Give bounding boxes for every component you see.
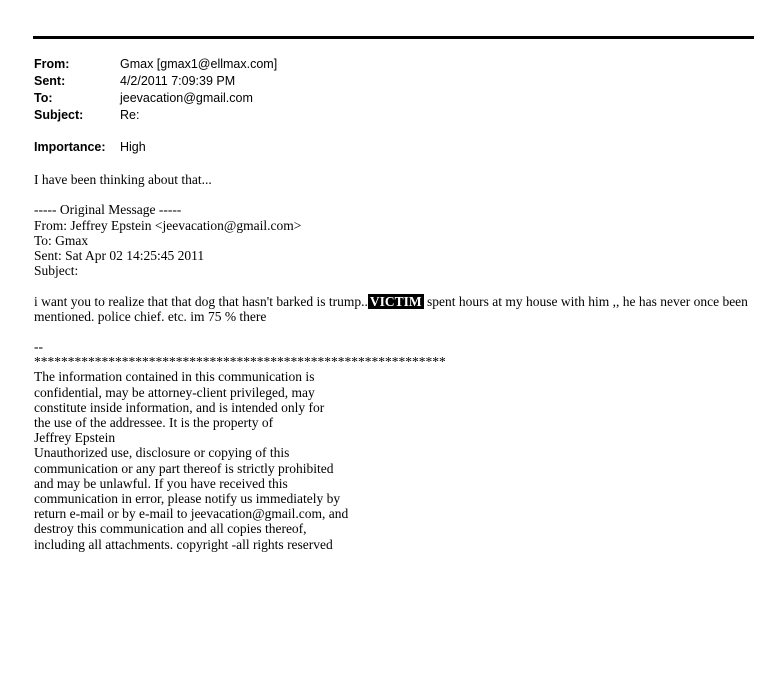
sent-label: Sent:	[34, 74, 66, 88]
message-text-before: i want you to realize that that dog that hasn't barked is trump..	[34, 293, 368, 309]
original-message-separator: ----- Original Message -----	[34, 202, 182, 218]
original-sent: Sent: Sat Apr 02 14:25:45 2011	[34, 247, 205, 263]
redaction-box: VICTIM	[369, 293, 422, 309]
disclaimer-line: Jeffrey Epstein	[34, 430, 116, 446]
reply-text: I have been thinking about that...	[34, 172, 212, 187]
from-value: Gmax [gmax1@ellmax.com]	[120, 57, 278, 71]
importance-row	[34, 139, 277, 156]
disclaimer-line: return e-mail or by e-mail to jeevacation@gmail.com, and	[34, 506, 349, 522]
original-subject: Subject:	[34, 263, 79, 279]
disclaimer-line: confidential, may be attorney-client privileged, may	[34, 384, 315, 400]
sent-value: 4/2/2011 7:09:39 PM	[120, 74, 236, 88]
disclaimer-line: communication in error, please notify us immediately by	[34, 490, 341, 506]
to-value: jeevacation@gmail.com	[120, 91, 253, 105]
importance-label: Importance:	[34, 140, 106, 154]
disclaimer	[34, 369, 748, 551]
disclaimer-line: Unauthorized use, disclosure or copying of this	[34, 445, 290, 461]
email-body	[34, 172, 748, 552]
disclaimer-line: constitute inside information, and is intended only for	[34, 399, 325, 415]
subject-row	[34, 107, 277, 124]
message-text-after: spent hours at my house with him ,, he has never once been	[423, 293, 748, 309]
from-label: From:	[34, 57, 70, 71]
original-from: From: Jeffrey Epstein <jeevacation@gmail.com>	[34, 217, 302, 233]
to-row	[34, 90, 277, 107]
from-row	[34, 56, 277, 73]
to-label: To:	[34, 91, 53, 105]
header-rule	[33, 36, 754, 39]
signature-dashes: --	[34, 339, 43, 355]
disclaimer-line: the use of the addressee. It is the property of	[34, 415, 274, 430]
disclaimer-line: including all attachments. copyright -all rights reserved	[34, 536, 333, 552]
email-header	[34, 56, 277, 156]
original-to: To: Gmax	[34, 232, 89, 248]
subject-label: Subject:	[34, 108, 84, 122]
importance-value: High	[120, 140, 146, 154]
subject-value: Re:	[120, 108, 140, 122]
message-line-1	[34, 294, 748, 309]
message-line-2: mentioned. police chief. etc. im 75 % there	[34, 308, 267, 324]
disclaimer-line: communication or any part thereof is strictly prohibited	[34, 460, 334, 476]
disclaimer-line: and may be unlawful. If you have received this	[34, 475, 288, 491]
sent-row	[34, 73, 277, 90]
disclaimer-line: destroy this communication and all copies thereof,	[34, 521, 307, 537]
disclaimer-line: The information contained in this communication is	[34, 369, 315, 385]
asterisk-divider: *************************************************************	[34, 354, 446, 370]
